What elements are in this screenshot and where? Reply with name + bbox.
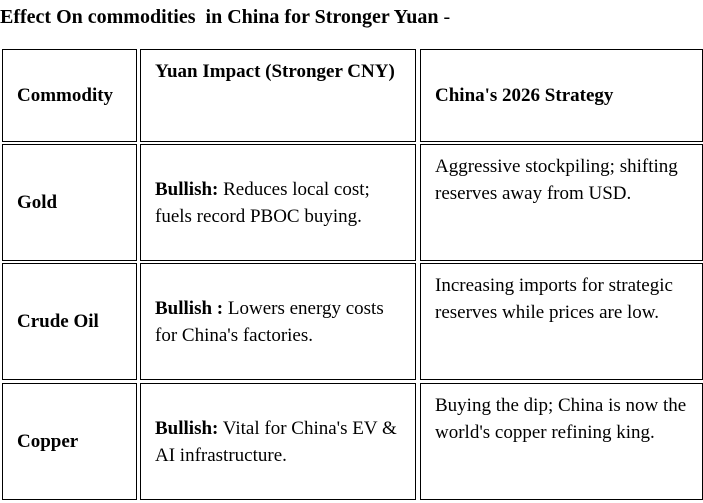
page-title bbox=[0, 4, 450, 30]
title-suffix: - bbox=[438, 6, 451, 28]
strategy-text: Buying the dip; China is now the world's copper refining king. bbox=[435, 395, 687, 443]
impact-label: Bullish: bbox=[155, 417, 219, 439]
impact-description: Reduces local cost; fuels record PBOC buying. bbox=[155, 178, 370, 227]
impact-label: Bullish : bbox=[155, 297, 224, 319]
header-strategy-label: China's 2026 Strategy bbox=[435, 85, 614, 106]
row-gold-impact bbox=[140, 144, 416, 261]
row-gold-commodity bbox=[2, 144, 137, 261]
header-commodity bbox=[2, 49, 137, 142]
row-gold-strategy bbox=[420, 144, 703, 261]
impact-text bbox=[155, 415, 405, 469]
header-strategy bbox=[420, 49, 703, 142]
row-crude-oil-impact bbox=[140, 263, 416, 380]
row-crude-oil-commodity bbox=[2, 263, 137, 380]
impact-description: Vital for China's EV & AI infrastructure. bbox=[155, 417, 397, 466]
row-crude-oil-strategy bbox=[420, 263, 703, 380]
title-text: Effect On commodities in China for Stronger Yuan bbox=[0, 6, 439, 28]
commodity-name: Crude Oil bbox=[17, 311, 99, 332]
impact-text bbox=[155, 295, 405, 349]
impact-description: Lowers energy costs for China's factories. bbox=[155, 297, 384, 346]
header-impact-label: Yuan Impact (Stronger CNY) bbox=[155, 61, 395, 82]
row-copper-commodity bbox=[2, 383, 137, 500]
header-commodity-label: Commodity bbox=[17, 85, 114, 106]
impact-label: Bullish: bbox=[155, 178, 219, 200]
header-impact bbox=[140, 49, 416, 142]
strategy-text: Aggressive stockpiling; shifting reserves away from USD. bbox=[435, 156, 678, 204]
commodity-name: Gold bbox=[17, 192, 58, 213]
row-copper-impact bbox=[140, 383, 416, 500]
strategy-text: Increasing imports for strategic reserves while prices are low. bbox=[435, 275, 673, 323]
row-copper-strategy bbox=[420, 383, 703, 500]
commodity-name: Copper bbox=[17, 431, 79, 452]
impact-text bbox=[155, 176, 405, 230]
